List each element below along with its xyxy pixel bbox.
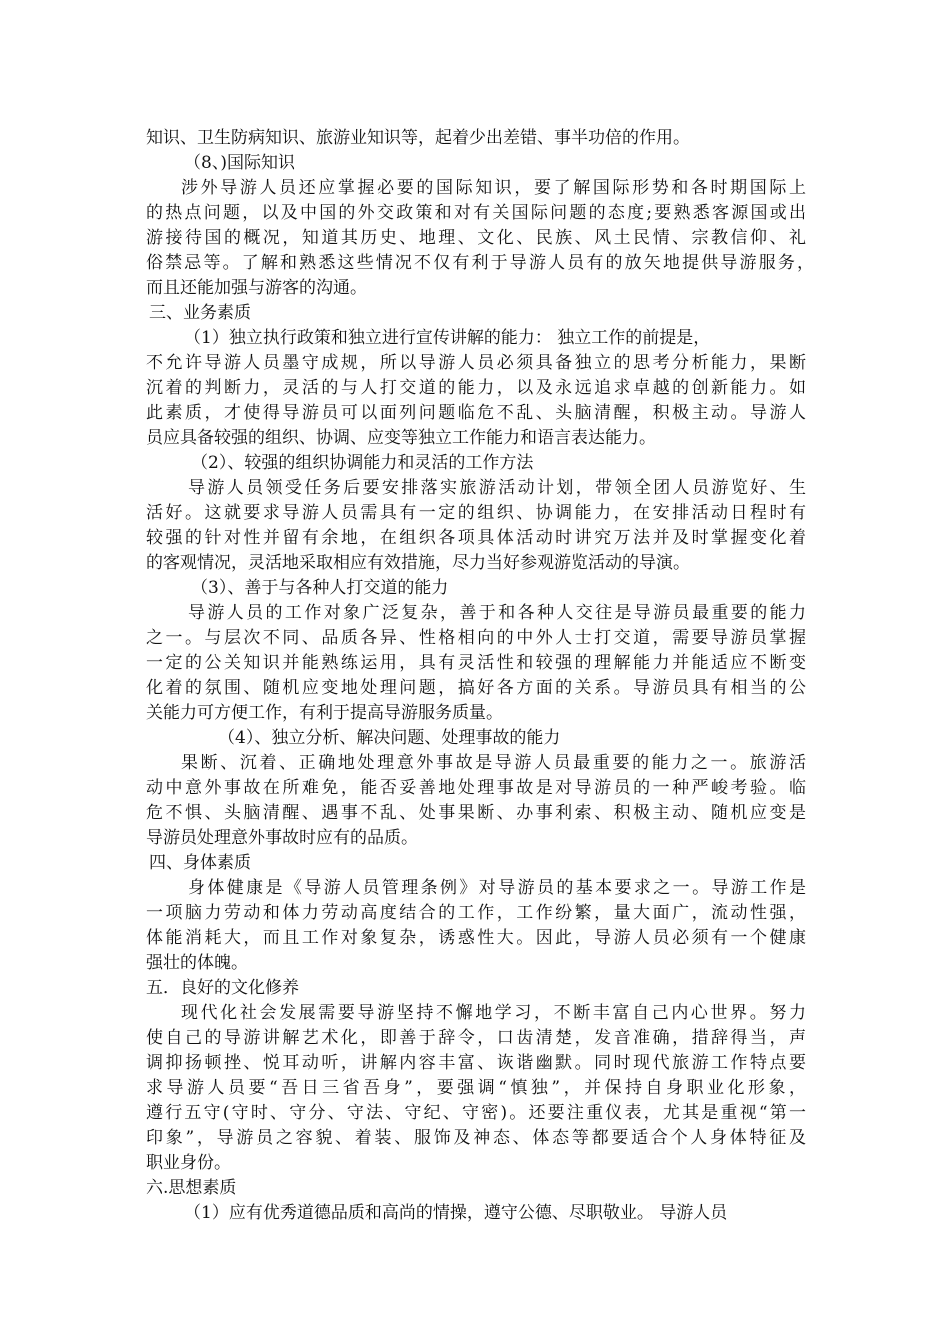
section-heading: 四、身体素质 xyxy=(149,853,251,873)
paragraph-line: 之一。与层次不同、品质各异、性格相向的中外人士打交道，需要导游员掌握 xyxy=(146,628,806,648)
paragraph-line: 一定的公关知识并能熟练运用，具有灵活性和较强的理解能力并能适应不断变 xyxy=(146,653,806,673)
paragraph-line: 涉外导游人员还应掌握必要的国际知识，要了解国际形势和各时期国际上 xyxy=(181,178,806,198)
paragraph-line: 果断、沉着、正确地处理意外事故是导游人员最重要的能力之一。旅游活 xyxy=(181,753,806,773)
paragraph-line: 危不惧、头脑清醒、遇事不乱、处事果断、办事利索、积极主动、随机应变是 xyxy=(146,803,806,823)
paragraph-line: 不允许导游人员墨守成规，所以导游人员必须具备独立的思考分析能力，果断 xyxy=(146,353,806,373)
subsection-heading: （2）、较强的组织协调能力和灵活的工作方法 xyxy=(191,453,534,473)
paragraph-line: 导游人员的工作对象广泛复杂，善于和各种人交往是导游员最重要的能力 xyxy=(188,603,806,623)
paragraph-line: 而且还能加强与游客的沟通。 xyxy=(146,278,367,298)
subsection-heading: （8、)国际知识 xyxy=(184,153,295,173)
paragraph-line: 调抑扬顿挫、悦耳动听，讲解内容丰富、诙谐幽默。同时现代旅游工作特点要 xyxy=(146,1053,806,1073)
paragraph-line: 身体健康是《导游人员管理条例》对导游员的基本要求之一。导游工作是 xyxy=(188,878,806,898)
subsection-heading: （3）、善于与各种人打交道的能力 xyxy=(191,578,449,598)
paragraph-line: 求导游人员要“吾日三省吾身”，要强调“慎独”，并保持自身职业化形象， xyxy=(146,1078,806,1098)
paragraph-line: 较强的针对性并留有余地，在组织各项具体活动时讲究万法并及时掌握变化着 xyxy=(146,528,806,548)
paragraph-line: 的热点问题，以及中国的外交政策和对有关国际问题的态度;要熟悉客源国或出 xyxy=(146,203,806,223)
subsection-heading: （1）独立执行政策和独立进行宣传讲解的能力： 独立工作的前提是， xyxy=(184,328,711,348)
paragraph-line: 化着的氛围、随机应变地处理问题，搞好各方面的关系。导游员具有相当的公 xyxy=(146,678,806,698)
section-heading: 六.思想素质 xyxy=(146,1178,237,1198)
paragraph-line: 员应具备较强的组织、协调、应变等独立工作能力和语言表达能力。 xyxy=(146,428,656,448)
paragraph-line: 一项脑力劳动和体力劳动高度结合的工作，工作纷繁，量大面广，流动性强， xyxy=(146,903,806,923)
paragraph-line: 现代化社会发展需要导游坚持不懈地学习，不断丰富自己内心世界。努力 xyxy=(181,1003,806,1023)
paragraph-line: 导游人员领受任务后要安排落实旅游活动计划，带领全团人员游览好、生 xyxy=(188,478,806,498)
subsection-heading: （4）、独立分析、解决问题、处理事故的能力 xyxy=(218,728,561,748)
paragraph-line: 强壮的体魄。 xyxy=(146,953,248,973)
paragraph-line: 的客观情况，灵活地采取相应有效措施，尽力当好参观游览活动的导演。 xyxy=(146,553,690,573)
paragraph-line: 俗禁忌等。了解和熟悉这些情况不仅有利于导游人员有的放矢地提供导游服务， xyxy=(146,253,814,273)
paragraph-line: （1）应有优秀道德品质和高尚的情操，遵守公德、尽职敬业。 导游人员 xyxy=(184,1203,728,1223)
paragraph-line: 知识、卫生防病知识、旅游业知识等，起着少出差错、事半功倍的作用。 xyxy=(146,128,690,148)
paragraph-line: 导游员处理意外事故时应有的品质。 xyxy=(146,828,418,848)
section-heading: 三、业务素质 xyxy=(149,303,251,323)
paragraph-line: 使自己的导游讲解艺术化，即善于辞令，口齿清楚，发音准确，措辞得当，声 xyxy=(146,1028,806,1048)
paragraph-line: 关能力可方便工作，有利于提高导游服务质量。 xyxy=(146,703,503,723)
paragraph-line: 遵行五守(守时、守分、守法、守纪、守密)。还要注重仪表，尤其是重视“第一 xyxy=(146,1103,806,1123)
paragraph-line: 职业身份。 xyxy=(146,1153,231,1173)
section-heading: 五．良好的文化修养 xyxy=(146,978,299,998)
paragraph-line: 沉着的判断力，灵活的与人打交道的能力，以及永远追求卓越的创新能力。如 xyxy=(146,378,806,398)
paragraph-line: 印象”，导游员之容貌、着装、服饰及神态、体态等都要适合个人身体特征及 xyxy=(146,1128,806,1148)
paragraph-line: 动中意外事故在所难免，能否妥善地处理事故是对导游员的一种严峻考验。临 xyxy=(146,778,806,798)
paragraph-line: 体能消耗大，而且工作对象复杂，诱惑性大。因此，导游人员必须有一个健康 xyxy=(146,928,806,948)
paragraph-line: 游接待国的概况，知道其历史、地理、文化、民族、风土民情、宗教信仰、礼 xyxy=(146,228,806,248)
paragraph-line: 活好。这就要求导游人员需具有一定的组织、协调能力，在安排活动日程时有 xyxy=(146,503,806,523)
paragraph-line: 此素质，才使得导游员可以面列问题临危不乱、头脑清醒，积极主动。导游人 xyxy=(146,403,806,423)
